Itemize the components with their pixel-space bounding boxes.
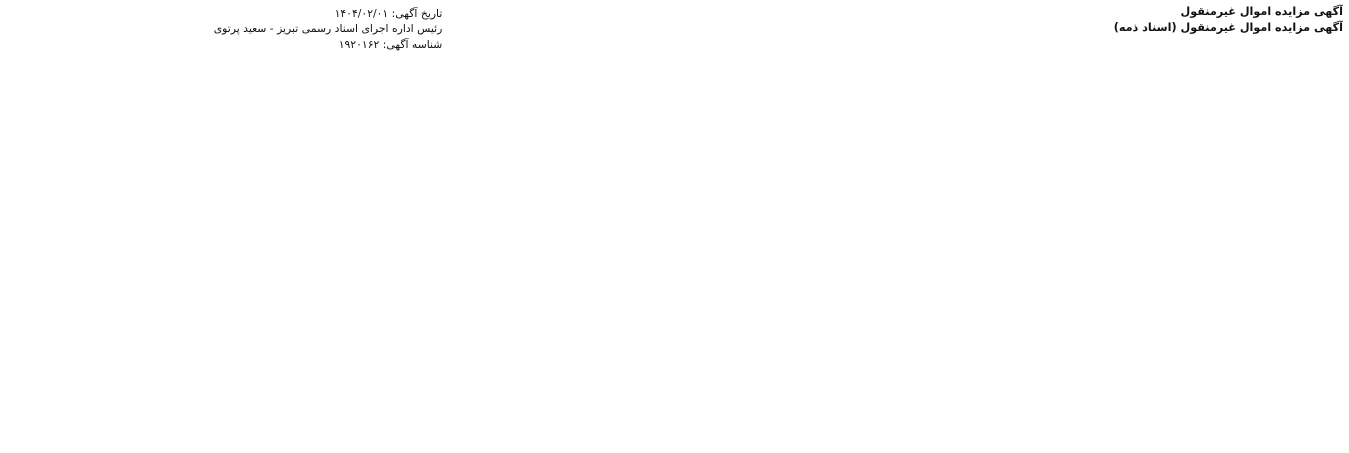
- notice-footer: [6, 6, 442, 52]
- notice-date: تاریخ آگهی: ۱۴۰۴/۰۲/۰۱: [334, 7, 443, 20]
- notice-id: شناسه آگهی: ۱۹۲۰۱۶۲: [338, 37, 443, 51]
- notice-column-right: [907, 4, 1343, 449]
- notice-signature: رئیس اداره اجرای اسناد رسمی تبریز - سعید پرتوی: [213, 22, 443, 36]
- notice-column-middle: [456, 4, 892, 449]
- notice-heading: آگهی مزایده اموال غیرمنقول: [1180, 5, 1343, 18]
- notice-column-left: [6, 4, 442, 449]
- notice-subheading: آگهی مزایده اموال غیرمنقول (اسناد ذمه): [1113, 21, 1343, 34]
